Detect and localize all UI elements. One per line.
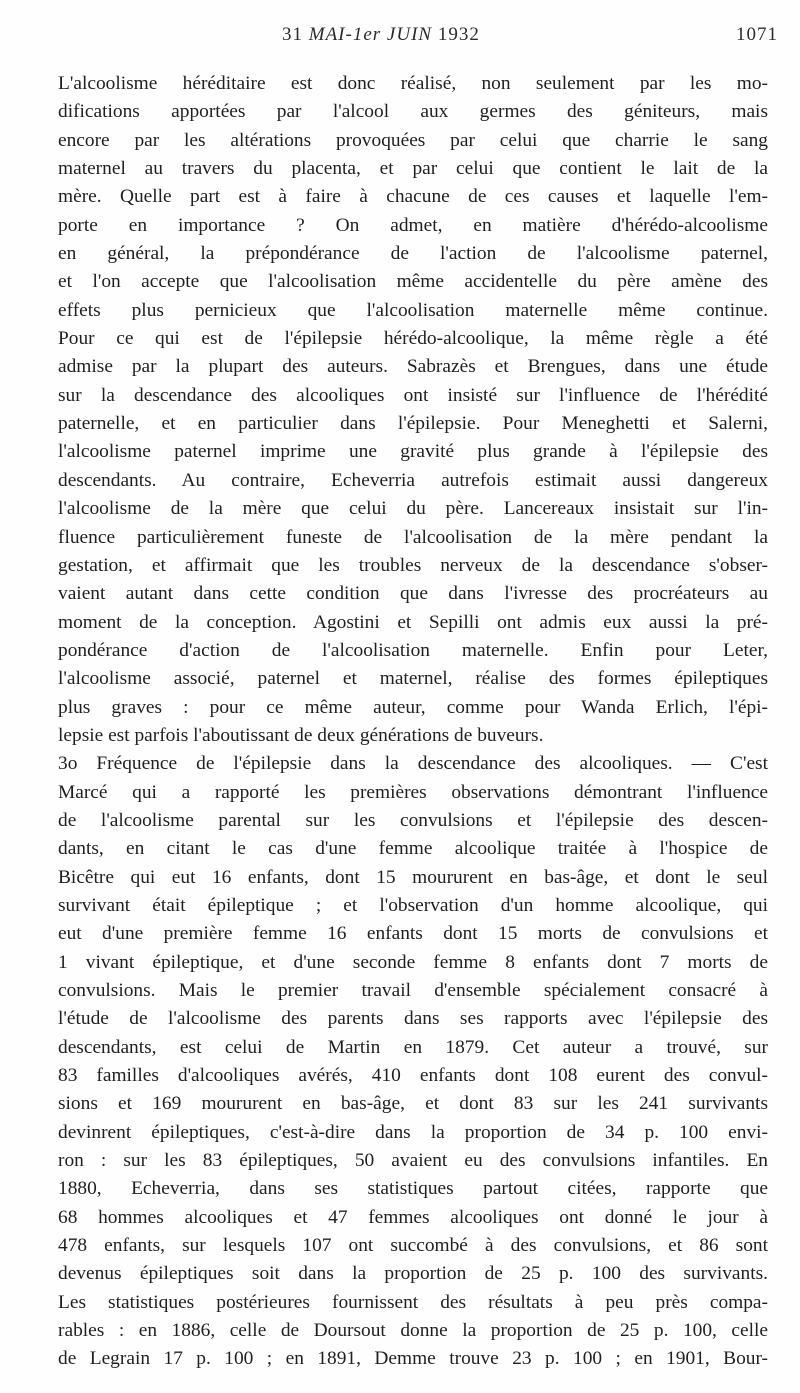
- text-line: descendants. Au contraire, Echeverria autrefois estimait aussi dangereux: [58, 469, 768, 491]
- text-line: de l'alcoolisme parental sur les convulsions et l'épilepsie des descen-: [58, 809, 768, 831]
- text-line: convulsions. Mais le premier travail d'ensemble spécialement consacré à: [58, 980, 768, 1001]
- text-line: l'étude de l'alcoolisme des parents dans ses rapports avec l'épilepsie des: [58, 1008, 768, 1030]
- text-line: Les statistiques postérieures fournissent des résultats à peu près compa-: [58, 1291, 768, 1313]
- text-line: sur la descendance des alcooliques ont insisté sur l'influence de l'hérédité: [58, 384, 768, 406]
- text-line: devenus épileptiques soit dans la proportion de 25 p. 100 des survivants.: [58, 1263, 768, 1285]
- issue-date: [282, 24, 480, 46]
- issue-month: MAI-1er JUIN: [308, 24, 433, 45]
- text-line: mère. Quelle part est à faire à chacune de ces causes et laquelle l'em-: [58, 186, 768, 208]
- text-line: gestation, et affirmait que les troubles nerveux de la descendance s'obser-: [58, 554, 768, 576]
- text-line: 1880, Echeverria, dans ses statistiques partout citées, rapporte que: [58, 1178, 768, 1200]
- text-line: 3o Fréquence de l'épilepsie dans la descendance des alcooliques. — C'est: [58, 753, 768, 775]
- text-line: descendants, est celui de Martin en 1879. Cet auteur a trouvé, sur: [58, 1036, 768, 1058]
- text-line: moment de la conception. Agostini et Sepilli ont admis eux aussi la pré-: [58, 611, 768, 633]
- text-line: maternel au travers du placenta, et par celui que contient le lait de la: [58, 158, 768, 180]
- text-line: et l'on accepte que l'alcoolisation même accidentelle du père amène des: [58, 271, 768, 293]
- text-line: de Legrain 17 p. 100 ; en 1891, Demme trouve 23 p. 100 ; en 1901, Bour-: [58, 1348, 768, 1370]
- text-line: lepsie est parfois l'aboutissant de deux générations de buveurs.: [58, 724, 544, 746]
- text-line: admise par la plupart des auteurs. Sabrazès et Brengues, dans une étude: [58, 356, 768, 378]
- text-line: L'alcoolisme héréditaire est donc réalisé, non seulement par les mo-: [58, 73, 768, 94]
- issue-day: 31: [282, 24, 309, 45]
- text-line: eut d'une première femme 16 enfants dont 15 morts de convulsions et: [58, 923, 768, 945]
- text-line: ron : sur les 83 épileptiques, 50 avaient eu des convulsions infantiles. En: [58, 1150, 768, 1172]
- text-line: encore par les altérations provoquées par celui que charrie le sang: [58, 129, 768, 151]
- running-head: [0, 24, 800, 50]
- text-line: rables : en 1886, celle de Doursout donne la proportion de 25 p. 100, celle: [58, 1320, 768, 1342]
- text-line: paternelle, et en particulier dans l'épilepsie. Pour Meneghetti et Salerni,: [58, 413, 768, 435]
- text-line: difications apportées par l'alcool aux germes des géniteurs, mais: [58, 101, 768, 123]
- text-line: l'alcoolisme associé, paternel et maternel, réalise des formes épileptiques: [58, 668, 768, 690]
- text-line: effets plus pernicieux que l'alcoolisation maternelle même continue.: [58, 299, 768, 321]
- text-line: 1 vivant épileptique, et d'une seconde femme 8 enfants dont 7 morts de: [58, 951, 768, 973]
- text-line: survivant était épileptique ; et l'observation d'un homme alcoolique, qui: [58, 894, 768, 916]
- text-line: 68 hommes alcooliques et 47 femmes alcooliques ont donné le jour à: [58, 1206, 768, 1228]
- text-line: Pour ce qui est de l'épilepsie hérédo-alcoolique, la même règle a été: [58, 328, 768, 350]
- text-line: Marcé qui a rapporté les premières observations démontrant l'influence: [58, 781, 768, 803]
- text-line: vaient autant dans cette condition que dans l'ivresse des procréateurs au: [58, 583, 768, 605]
- text-line: l'alcoolisme de la mère que celui du père. Lancereaux insistait sur l'in-: [58, 498, 768, 520]
- issue-year: 1932: [432, 24, 480, 45]
- text-line: en général, la prépondérance de l'action de l'alcoolisme paternel,: [58, 243, 768, 265]
- text-line: dants, en citant le cas d'une femme alcoolique traitée à l'hospice de: [58, 838, 768, 860]
- text-line: fluence particulièrement funeste de l'alcoolisation de la mère pendant la: [58, 526, 768, 548]
- text-line: porte en importance ? On admet, en matière d'hérédo-alcoolisme: [58, 214, 768, 236]
- text-line: pondérance d'action de l'alcoolisation maternelle. Enfin pour Leter,: [58, 639, 768, 661]
- text-line: Bicêtre qui eut 16 enfants, dont 15 moururent en bas-âge, et dont le seul: [58, 866, 768, 888]
- body-text: [58, 70, 768, 1374]
- page-number: 1071: [736, 24, 778, 45]
- text-line: 478 enfants, sur lesquels 107 ont succombé à des convulsions, et 86 sont: [58, 1235, 768, 1257]
- text-line: sions et 169 moururent en bas-âge, et dont 83 sur les 241 survivants: [58, 1093, 768, 1115]
- text-line: devinrent épileptiques, c'est-à-dire dans la proportion de 34 p. 100 envi-: [58, 1121, 768, 1143]
- text-line: 83 familles d'alcooliques avérés, 410 enfants dont 108 eurent des convul-: [58, 1065, 768, 1087]
- text-line: plus graves : pour ce même auteur, comme pour Wanda Erlich, l'épi-: [58, 696, 768, 718]
- text-line: l'alcoolisme paternel imprime une gravité plus grande à l'épilepsie des: [58, 441, 768, 463]
